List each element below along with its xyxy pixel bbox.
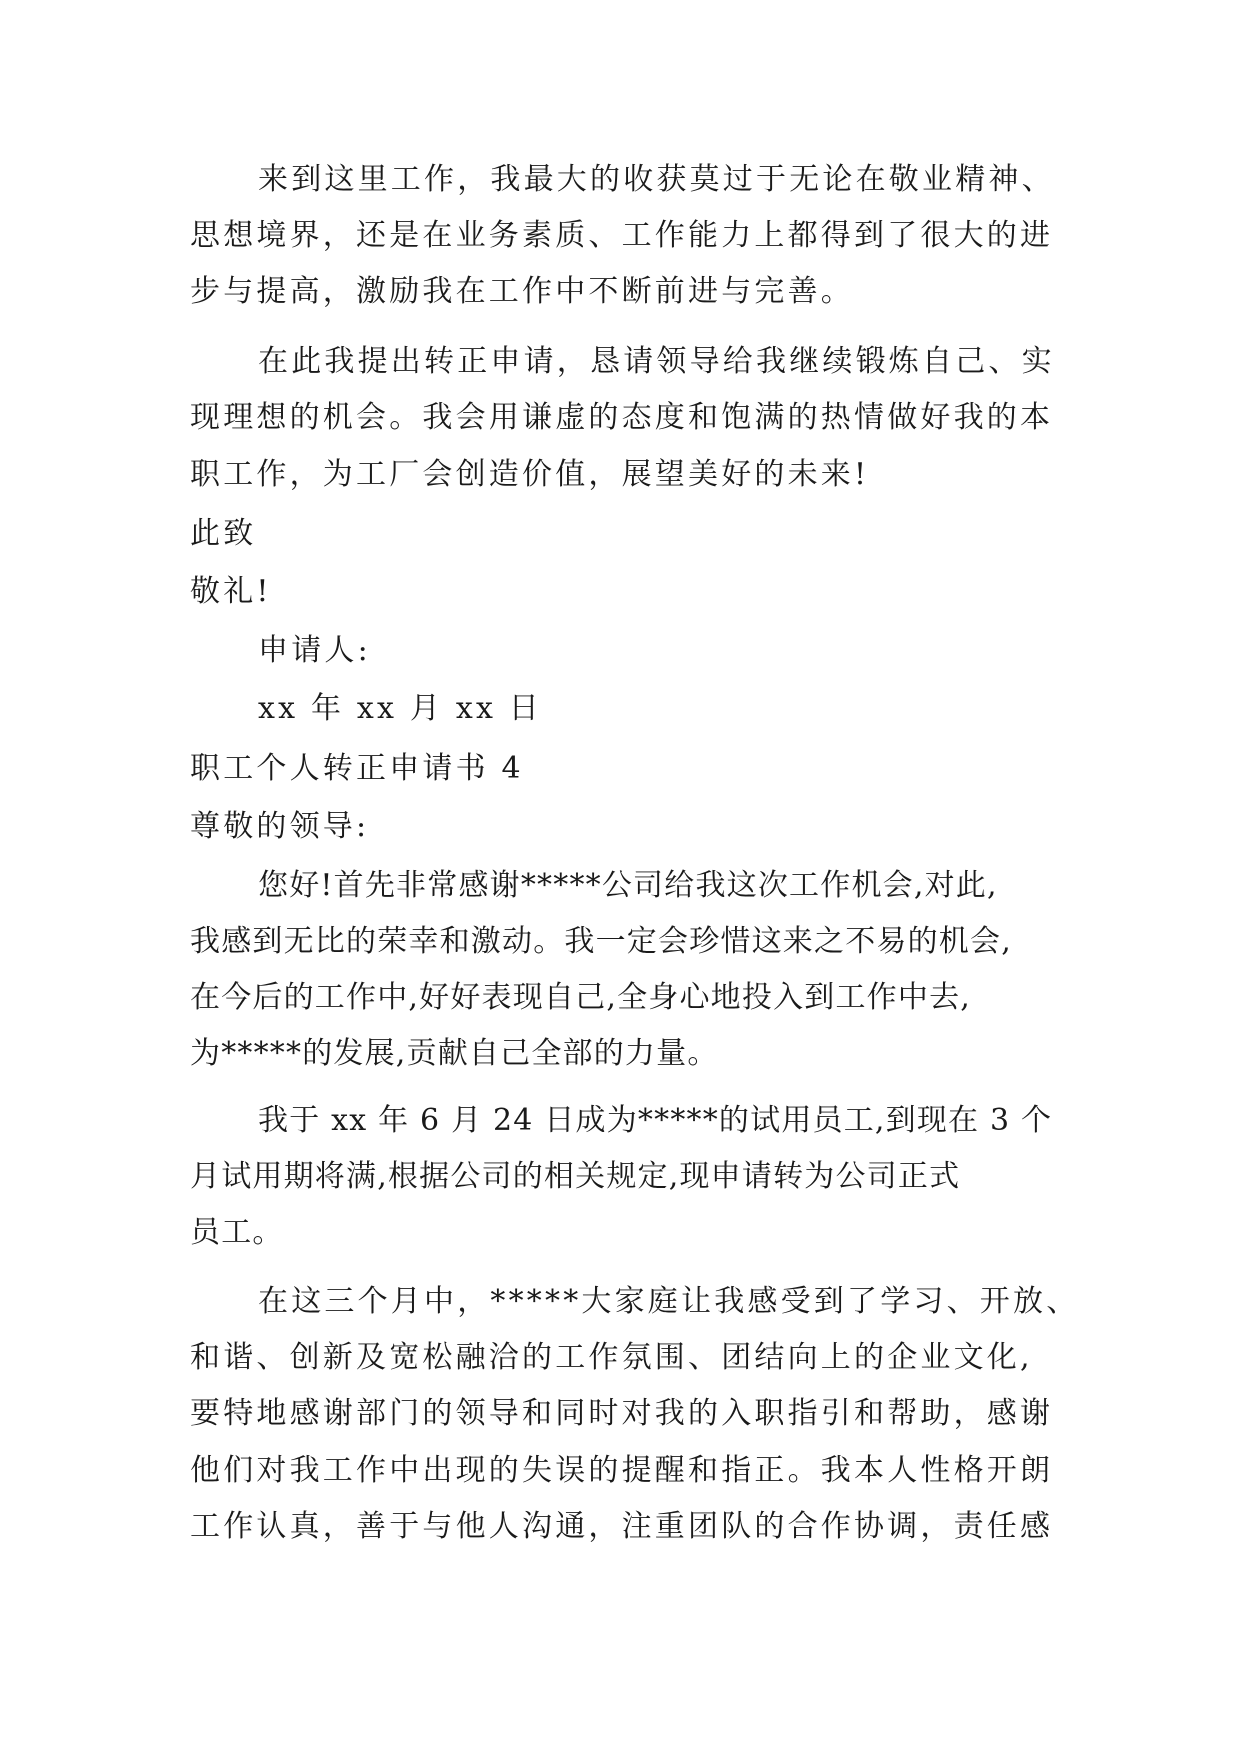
section-title: 职工个人转正申请书 4 (190, 751, 524, 786)
body-text-line: 在这三个月中，*****大家庭让我感受到了学习、开放、 (258, 1284, 1080, 1319)
body-text-line: 步与提高，激励我在工作中不断前进与完善。 (190, 274, 854, 309)
body-text-line: 要特地感谢部门的领导和同时对我的入职指引和帮助，感谢 (190, 1396, 1054, 1431)
closing-regards: 敬礼! (190, 574, 272, 609)
body-text-line: 我感到无比的荣幸和激动。我一定会珍惜这来之不易的机会, (190, 924, 1012, 959)
body-text-line: 来到这里工作，我最大的收获莫过于无论在敬业精神、 (258, 162, 1055, 197)
closing-salutation: 此致 (190, 516, 257, 551)
greeting: 尊敬的领导: (190, 809, 370, 844)
body-text-line: 为*****的发展,贡献自己全部的力量。 (190, 1036, 719, 1071)
body-text-line: 员工。 (190, 1215, 284, 1250)
body-text-line: 他们对我工作中出现的失误的提醒和指正。我本人性格开朗 (190, 1453, 1054, 1488)
body-text-line: 和谐、创新及宽松融洽的工作氛围、团结向上的企业文化, (190, 1340, 1033, 1375)
body-text-line: 在今后的工作中,好好表现自己,全身心地投入到工作中去, (190, 980, 972, 1015)
body-text-line: 您好!首先非常感谢*****公司给我这次工作机会,对此, (258, 868, 998, 903)
date-line: xx 年 xx 月 xx 日 (258, 691, 542, 726)
applicant-label: 申请人: (258, 633, 371, 668)
body-text-line: 我于 xx 年 6 月 24 日成为*****的试用员工,到现在 3 个 (258, 1103, 1053, 1138)
body-text-line: 思想境界，还是在业务素质、工作能力上都得到了很大的进 (190, 218, 1054, 253)
body-text-line: 工作认真，善于与他人沟通，注重团队的合作协调，责任感 (190, 1509, 1054, 1544)
body-text-line: 职工作，为工厂会创造价值，展望美好的未来! (190, 457, 870, 492)
body-text-line: 在此我提出转正申请，恳请领导给我继续锻炼自己、实 (258, 344, 1055, 379)
body-text-line: 现理想的机会。我会用谦虚的态度和饱满的热情做好我的本 (190, 400, 1054, 435)
body-text-line: 月试用期将满,根据公司的相关规定,现申请转为公司正式 (190, 1159, 961, 1194)
